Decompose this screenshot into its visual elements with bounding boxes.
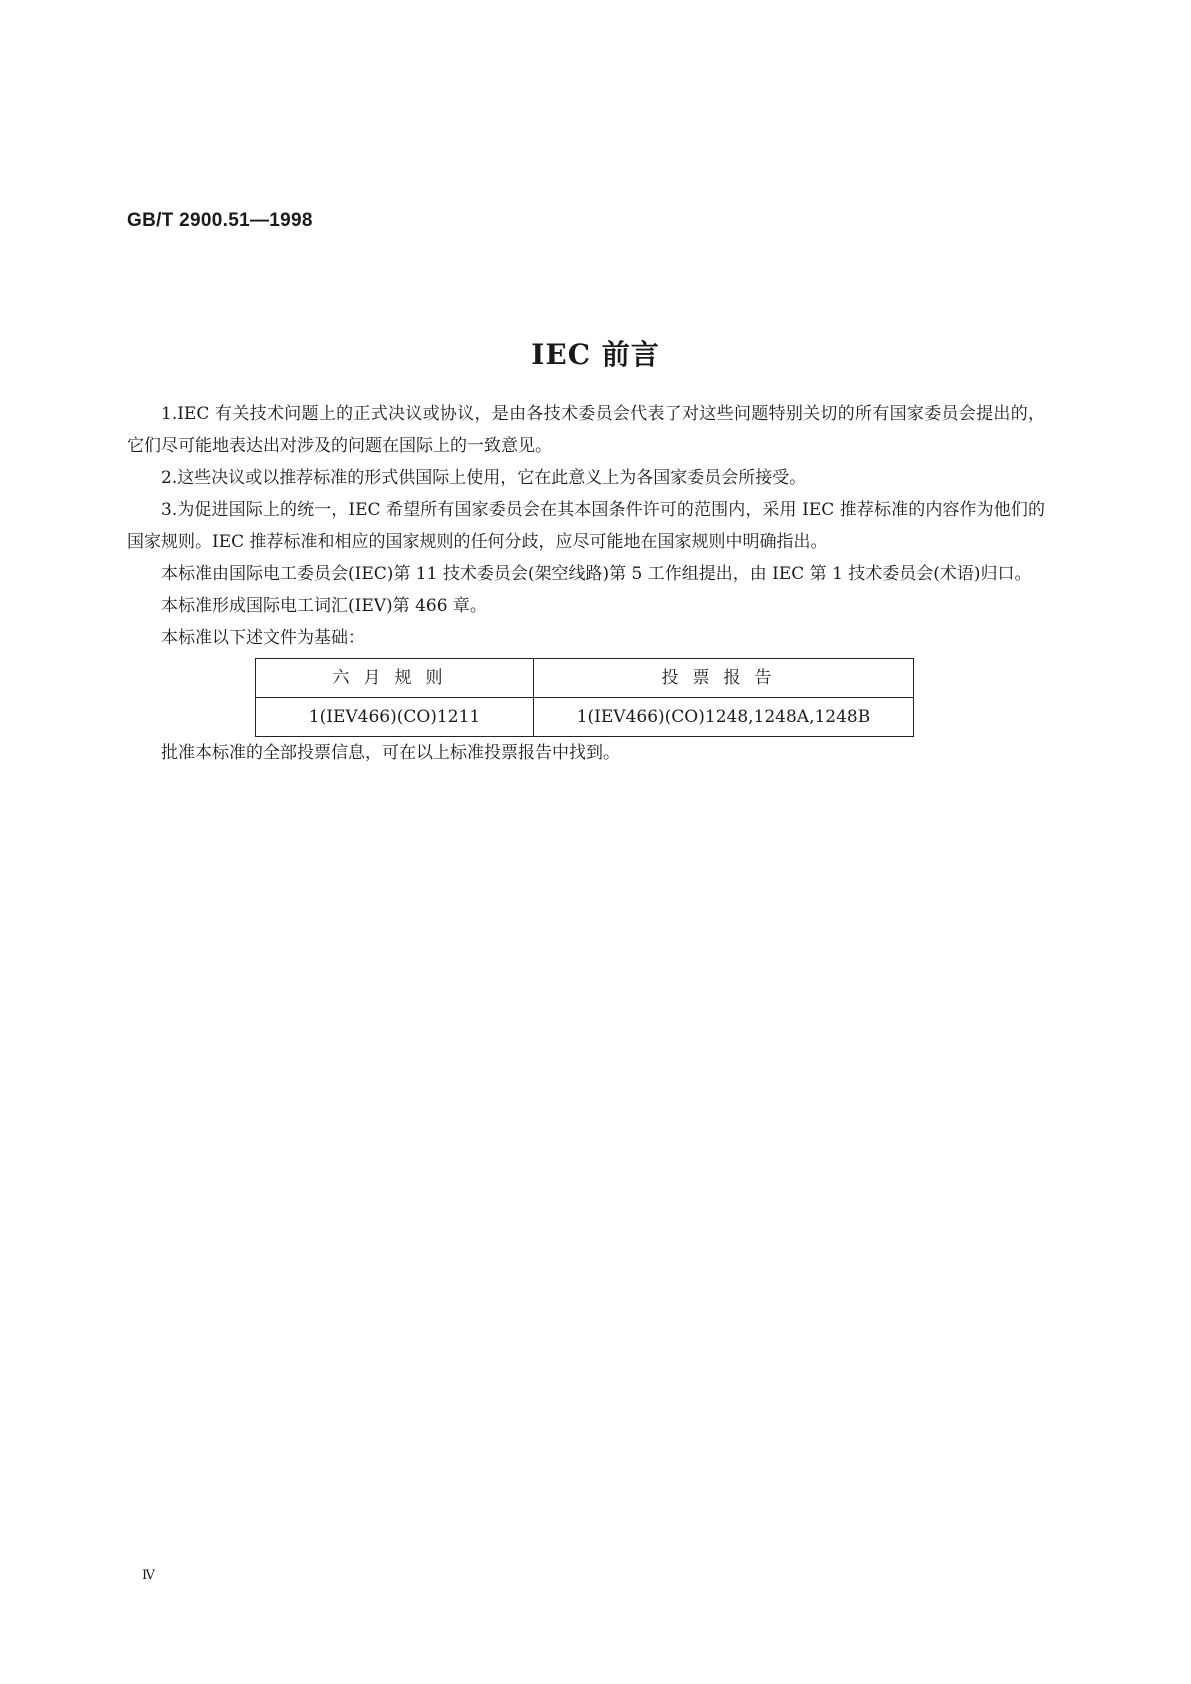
page-title: IEC 前言 [531, 338, 660, 371]
paragraph-1: 1.IEC 有关技术问题上的正式决议或协议，是由各技术委员会代表了对这些问题特别关切的所有国家委员会提出的，它们尽可能地表达出对涉及的问题在国际上的一致意见。 [127, 404, 1045, 456]
table-cell: 1(IEV466)(CO)1211 [256, 698, 534, 737]
document-body [127, 398, 1045, 769]
paragraph-4: 本标准由国际电工委员会(IEC)第 11 技术委员会(架空线路)第 5 工作组提出，由 IEC 第 1 技术委员会(术语)归口。 [161, 564, 1032, 584]
basis-documents-table [255, 658, 914, 737]
closing-paragraph: 批准本标准的全部投票信息，可在以上标准投票报告中找到。 [161, 743, 620, 763]
paragraph-2: 2.这些决议或以推荐标准的形式供国际上使用，它在此意义上为各国家委员会所接受。 [161, 468, 807, 488]
paragraph-3: 3.为促进国际上的统一，IEC 希望所有国家委员会在其本国条件许可的范围内，采用 IEC 推荐标准的内容作为他们的国家规则。IEC 推荐标准和相应的国家规则的任何分歧，应尽可能地在国家规则中明确指出。 [127, 500, 1045, 552]
table-header-cell: 投票报告 [534, 659, 914, 698]
table-row [256, 698, 914, 737]
paragraph-6: 本标准以下述文件为基础： [161, 628, 365, 648]
table-cell: 1(IEV466)(CO)1248,1248A,1248B [534, 698, 914, 737]
table-header-row [256, 659, 914, 698]
paragraph-5: 本标准形成国际电工词汇(IEV)第 466 章。 [161, 596, 487, 616]
standard-code: GB/T 2900.51—1998 [127, 210, 313, 231]
table-header-cell: 六月规则 [256, 659, 534, 698]
page-number: Ⅳ [142, 1568, 155, 1583]
